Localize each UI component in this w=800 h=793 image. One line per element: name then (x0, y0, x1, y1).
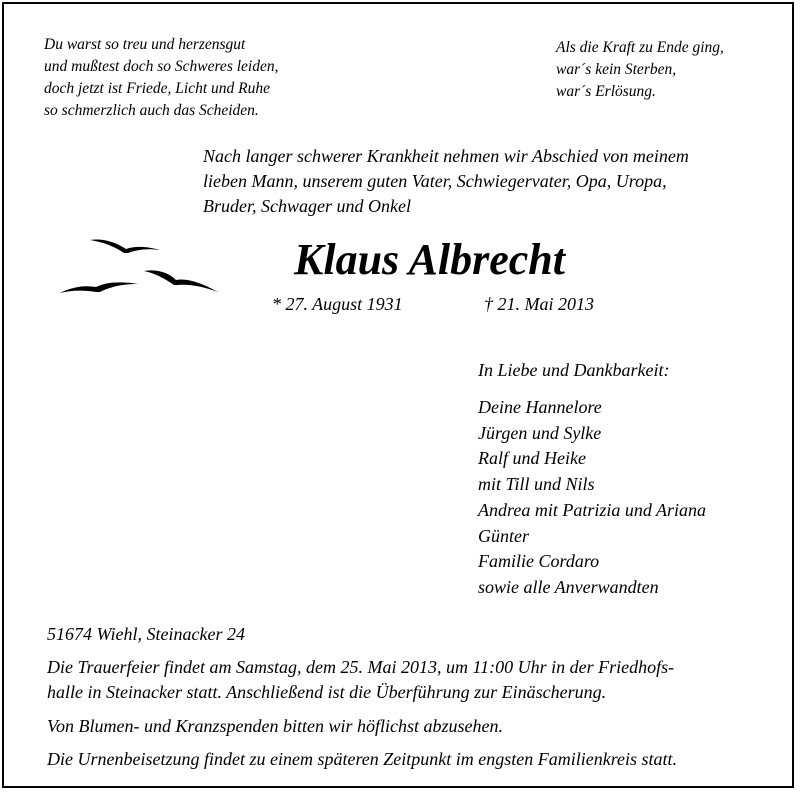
address: 51674 Wiehl, Steinacker 24 (47, 624, 245, 644)
intro-line: Nach langer schwerer Krankheit nehmen wir Abschied von meinem (203, 146, 689, 166)
flying-birds-icon (56, 232, 226, 302)
bird-shapes (60, 239, 218, 293)
poem-left-line: Du warst so treu und herzensgut (44, 36, 246, 53)
intro-line: lieben Mann, unserem guten Vater, Schwiegervater, Opa, Uropa, (203, 171, 667, 191)
birth-date: * 27. August 1931 (272, 294, 403, 314)
mourner-name: mit Till und Nils (478, 474, 595, 495)
ceremony-line: Die Trauerfeier findet am Samstag, dem 25. Mai 2013, um 11:00 Uhr in der Friedhofs- (47, 657, 675, 677)
intro-line: Bruder, Schwager und Onkel (203, 196, 411, 216)
bird-right (144, 270, 218, 292)
mourners-list (478, 395, 706, 601)
mourner-name: Jürgen und Sylke (478, 422, 602, 443)
mourner-name: Ralf und Heike (478, 448, 586, 469)
poem-right-line: Als die Kraft zu Ende ging, (556, 39, 724, 56)
intro-text (203, 144, 689, 219)
mourner-name: Familie Cordaro (478, 551, 600, 572)
poem-left-line: so schmerzlich auch das Scheiden. (44, 102, 259, 119)
poem-right (556, 37, 724, 103)
poem-left (44, 34, 278, 122)
urn-notice: Die Urnenbeisetzung findet zu einem späteren Zeitpunkt im engsten Familienkreis statt. (47, 749, 678, 769)
death-date: † 21. Mai 2013 (484, 294, 594, 314)
mourner-name: Günter (478, 525, 529, 546)
mourner-name: sowie alle Anverwandten (478, 576, 659, 597)
ceremony-line: halle in Steinacker statt. Anschließend ist die Überführung zur Einäscherung. (47, 682, 607, 702)
poem-right-line: war´s kein Sterben, (556, 61, 677, 78)
obituary-frame (2, 2, 794, 788)
mourner-name: Andrea mit Patrizia und Ariana (478, 499, 707, 520)
bird-left (60, 282, 138, 293)
deceased-name: Klaus Albrecht (294, 235, 565, 284)
ceremony-notice (47, 655, 674, 705)
mourners-heading: In Liebe und Dankbarkeit: (478, 360, 670, 380)
poem-left-line: und mußtest doch so Schweres leiden, (44, 58, 279, 75)
mourner-name: Deine Hannelore (478, 397, 602, 417)
bird-top (90, 239, 160, 253)
poem-left-line: doch jetzt ist Friede, Licht und Ruhe (44, 80, 271, 97)
poem-right-line: war´s Erlösung. (556, 83, 656, 100)
flowers-notice: Von Blumen- und Kranzspenden bitten wir höflichst abzusehen. (47, 716, 503, 736)
